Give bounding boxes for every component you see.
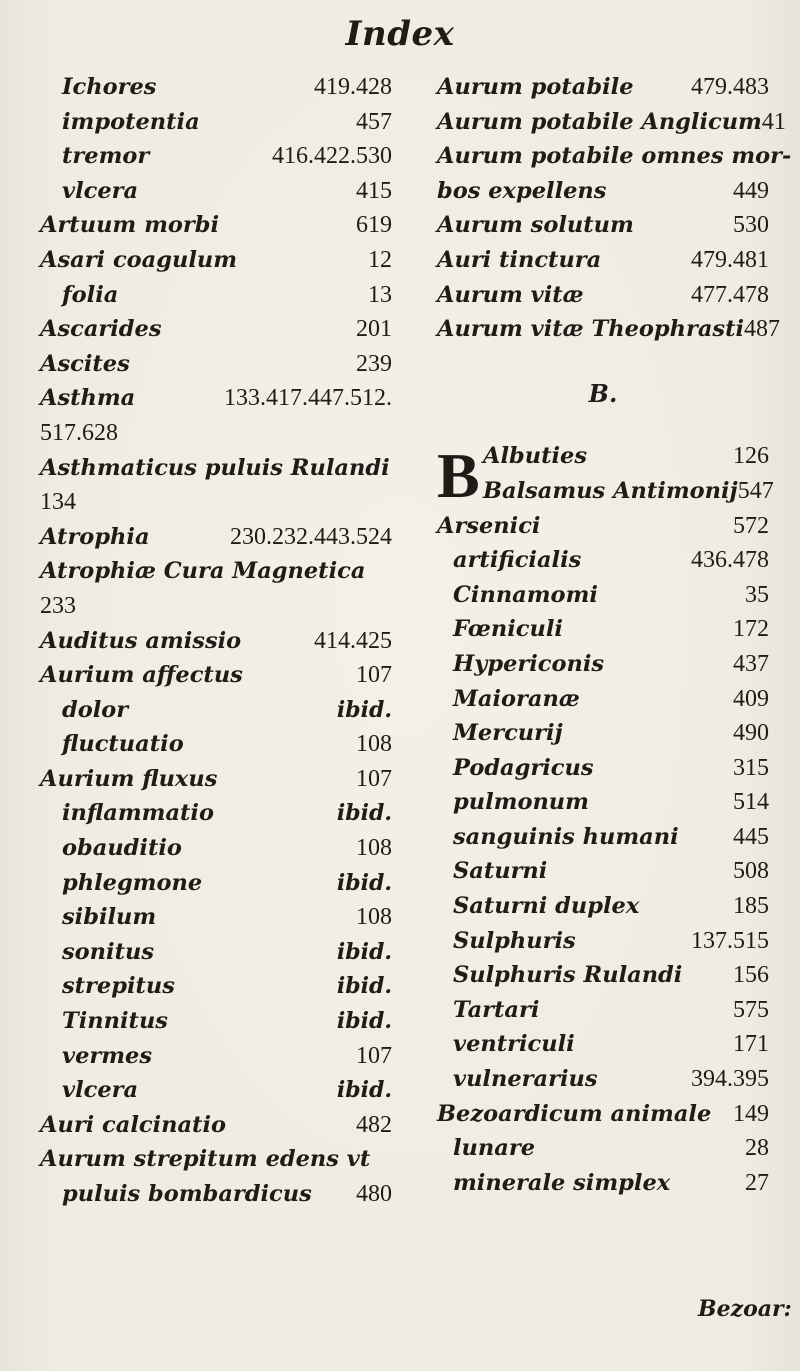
entry-term: sonitus xyxy=(62,938,154,965)
index-entry xyxy=(40,1177,392,1212)
drop-cap: B xyxy=(437,440,480,512)
entry-term: Sulphuris Rulandi xyxy=(453,962,683,989)
entry-page-ref: ibid. xyxy=(336,696,392,723)
index-entry xyxy=(40,866,392,901)
index-entry xyxy=(437,1131,769,1166)
index-entry xyxy=(40,347,392,382)
index-entry xyxy=(437,578,769,613)
entry-page-ref: 394.395 xyxy=(691,1066,769,1093)
catchword: Bezoar: xyxy=(698,1296,792,1322)
entry-page-ref: 108 xyxy=(356,835,392,862)
entry-page-ref: 449 xyxy=(733,177,769,204)
entry-term: minerale simplex xyxy=(453,1169,671,1196)
entry-term: Balsamus Antimonij xyxy=(483,477,738,504)
entry-term: Ascarides xyxy=(40,316,162,343)
entry-term: Auri tinctura xyxy=(437,246,602,273)
entry-continuation: 134 xyxy=(40,489,76,516)
entry-term: Aurum potabile Anglicum xyxy=(437,108,762,135)
index-entry xyxy=(437,682,769,717)
entry-term: Albuties xyxy=(483,443,588,470)
entry-page-ref: 172 xyxy=(733,616,769,643)
entry-term: vulnerarius xyxy=(453,1066,598,1093)
entry-page-ref: 41 xyxy=(761,108,786,135)
index-entry xyxy=(40,658,392,693)
section-heading-b: B. xyxy=(588,378,618,408)
entry-term: Atrophia xyxy=(40,523,150,550)
entry-term: Aurum potabile omnes mor- xyxy=(437,143,792,170)
index-entry xyxy=(40,935,392,970)
entry-term: strepitus xyxy=(62,973,175,1000)
entry-page-ref: 508 xyxy=(733,858,769,885)
entry-page-ref: 437 xyxy=(733,650,769,677)
index-entry xyxy=(437,1062,769,1097)
page-title: Index xyxy=(345,14,455,54)
entry-page-ref: 107 xyxy=(356,1042,392,1069)
entry-page-ref: 230.232.443.524 xyxy=(230,523,392,550)
entry-term: Aurum vitæ Theophrasti xyxy=(437,316,745,343)
index-entry xyxy=(40,1108,392,1143)
entry-page-ref: 419.428 xyxy=(314,74,392,100)
entry-page-ref: 156 xyxy=(733,962,769,989)
entry-term: sanguinis humani xyxy=(453,823,679,850)
entry-continuation: 233 xyxy=(40,592,76,619)
index-entry xyxy=(40,139,392,174)
entry-page-ref: 315 xyxy=(733,754,769,781)
entry-term: obauditio xyxy=(62,835,182,862)
entry-page-ref: ibid. xyxy=(336,1077,392,1104)
index-entry xyxy=(40,1073,392,1108)
entry-term: Aurum strepitum edens vt xyxy=(40,1146,371,1173)
entry-page-ref: 27 xyxy=(745,1169,769,1196)
entry-term: vermes xyxy=(62,1042,153,1069)
entry-page-ref: 619 xyxy=(356,212,392,239)
entry-term: Mercurij xyxy=(453,720,563,747)
index-entry xyxy=(437,889,769,924)
entry-term: Ichores xyxy=(62,74,157,100)
entry-term: vlcera xyxy=(62,1077,139,1104)
entry-term: phlegmone xyxy=(62,869,203,896)
entry-page-ref: ibid. xyxy=(336,973,392,1000)
entry-term: pulmonum xyxy=(453,789,589,816)
index-entry xyxy=(437,785,769,820)
entry-page-ref: 414.425 xyxy=(314,627,392,654)
entry-term: Cinnamomi xyxy=(453,581,598,608)
entry-page-ref: 416.422.530 xyxy=(272,143,392,170)
entry-page-ref: 137.515 xyxy=(691,927,769,954)
entry-term: Asthmaticus puluis Rulandi xyxy=(40,454,390,481)
entry-term: Sulphuris xyxy=(453,927,576,954)
entry-term: fluctuatio xyxy=(62,731,184,758)
entry-term: folia xyxy=(62,281,119,308)
index-entry xyxy=(40,693,392,728)
index-entry xyxy=(40,762,392,797)
entry-page-ref: 12 xyxy=(368,246,392,273)
entry-term: ventriculi xyxy=(453,1031,575,1058)
entry-page-ref: 35 xyxy=(745,581,769,608)
index-entry xyxy=(437,474,774,509)
index-entry xyxy=(437,751,769,786)
entry-page-ref: 572 xyxy=(733,512,769,539)
entry-term: Hypericonis xyxy=(453,650,605,677)
index-entry xyxy=(40,174,392,209)
index-entry xyxy=(437,243,769,278)
aurum-entries xyxy=(437,70,792,347)
index-entry xyxy=(40,70,392,105)
index-entry xyxy=(437,612,769,647)
entry-term: Asthma xyxy=(40,385,136,412)
index-entry xyxy=(40,278,392,313)
entry-term: lunare xyxy=(453,1135,536,1162)
entry-term: Ascites xyxy=(40,350,130,377)
index-entry xyxy=(40,1004,392,1039)
entry-term: Atrophiæ Cura Magnetica xyxy=(40,558,366,585)
index-entry xyxy=(437,1027,769,1062)
entry-term: Maioranæ xyxy=(453,685,580,712)
entry-continuation: 517.628 xyxy=(40,419,118,446)
entry-page-ref: 108 xyxy=(356,731,392,758)
index-entry xyxy=(40,796,392,831)
entry-page-ref: 530 xyxy=(733,212,769,239)
entry-term: Saturni xyxy=(453,858,548,885)
index-entry xyxy=(437,993,769,1028)
entry-term: Fœniculi xyxy=(453,616,563,643)
index-entry xyxy=(40,969,392,1004)
entry-page-ref: 575 xyxy=(733,996,769,1023)
index-entry xyxy=(437,1097,769,1132)
index-entry xyxy=(40,831,392,866)
entry-term: Auri calcinatio xyxy=(40,1111,227,1138)
entry-term: Auditus amissio xyxy=(40,627,242,654)
entry-term: tremor xyxy=(62,143,150,170)
entry-term: puluis bombardicus xyxy=(62,1181,312,1207)
entry-page-ref: 457 xyxy=(356,108,392,135)
entry-page-ref: 126 xyxy=(733,443,769,470)
entry-page-ref: 490 xyxy=(733,720,769,747)
index-entry xyxy=(437,958,769,993)
index-entry xyxy=(40,105,392,140)
entry-page-ref: 480 xyxy=(356,1181,392,1207)
entry-page-ref: 487 xyxy=(744,316,781,343)
index-entry xyxy=(437,174,769,209)
entry-page-ref: 479.483 xyxy=(691,74,769,100)
entry-page-ref: 28 xyxy=(745,1135,769,1162)
entry-term: bos expellens xyxy=(437,177,607,204)
entry-term: Bezoardicum animale xyxy=(437,1100,712,1127)
entry-page-ref: ibid. xyxy=(336,938,392,965)
index-entry xyxy=(40,451,392,486)
index-entry xyxy=(40,381,392,416)
index-entry xyxy=(40,1142,392,1177)
entry-page-ref: 482 xyxy=(356,1111,392,1138)
entry-term: Aurum solutum xyxy=(437,212,634,239)
entry-term: vlcera xyxy=(62,177,139,204)
section-b-entries xyxy=(437,439,774,1200)
entry-page-ref: 13 xyxy=(368,281,392,308)
entry-page-ref: 185 xyxy=(733,893,769,920)
index-entry xyxy=(40,727,392,762)
index-entry xyxy=(437,208,769,243)
entry-term: Aurium fluxus xyxy=(40,765,218,792)
entry-page-ref: 107 xyxy=(356,765,392,792)
index-entry xyxy=(40,208,392,243)
entry-page-ref: 409 xyxy=(733,685,769,712)
right-index-column xyxy=(437,70,792,1200)
index-entry xyxy=(40,1039,392,1074)
index-entry xyxy=(437,509,769,544)
entry-page-ref: 547 xyxy=(737,477,774,504)
entry-term: impotentia xyxy=(62,108,200,135)
entry-page-ref: 479.481 xyxy=(691,246,769,273)
entry-page-ref: 239 xyxy=(356,350,392,377)
entry-page-ref: 201 xyxy=(356,316,392,343)
index-entry xyxy=(40,243,392,278)
index-entry xyxy=(40,520,392,555)
index-entry xyxy=(437,439,769,474)
index-entry xyxy=(437,854,769,889)
entry-term: Asari coagulum xyxy=(40,246,238,273)
entry-term: Tartari xyxy=(453,996,540,1023)
index-entry xyxy=(437,1166,769,1201)
entry-term: Aurum vitæ xyxy=(437,281,584,308)
entry-term: artificialis xyxy=(453,547,582,574)
entry-page-ref: ibid. xyxy=(336,800,392,827)
index-entry xyxy=(40,624,392,659)
entry-page-ref: 477.478 xyxy=(691,281,769,308)
entry-term: inflammatio xyxy=(62,800,214,827)
entry-page-ref: 415 xyxy=(356,177,392,204)
entry-term: sibilum xyxy=(62,904,157,931)
entry-term: Aurium affectus xyxy=(40,662,243,689)
entry-page-ref: 107 xyxy=(356,662,392,689)
index-entry xyxy=(437,716,769,751)
index-entry xyxy=(437,924,769,959)
index-entry xyxy=(437,543,769,578)
entry-page-ref: 171 xyxy=(733,1031,769,1058)
left-index-column xyxy=(40,70,392,1212)
entry-term: Podagricus xyxy=(453,754,594,781)
entry-term: Saturni duplex xyxy=(453,893,640,920)
index-entry xyxy=(40,312,392,347)
index-entry xyxy=(437,278,769,313)
entry-page-ref: ibid. xyxy=(336,869,392,896)
index-entry xyxy=(437,820,769,855)
entry-term: Arsenici xyxy=(437,512,541,539)
index-entry xyxy=(40,900,392,935)
entry-page-ref: 514 xyxy=(733,789,769,816)
entry-page-ref: 149 xyxy=(733,1100,769,1127)
index-entry xyxy=(40,554,392,589)
entry-page-ref: 445 xyxy=(733,823,769,850)
entry-term: Tinnitus xyxy=(62,1008,168,1035)
entry-page-ref: 436.478 xyxy=(691,547,769,574)
entry-term: Aurum potabile xyxy=(437,74,634,100)
index-entry xyxy=(437,70,769,105)
index-entry xyxy=(437,105,786,140)
index-entry xyxy=(437,139,792,174)
entry-term: dolor xyxy=(62,696,129,723)
entry-page-ref: ibid. xyxy=(336,1008,392,1035)
index-entry xyxy=(437,312,781,347)
entry-page-ref: 108 xyxy=(356,904,392,931)
entry-term: Artuum morbi xyxy=(40,212,220,239)
entry-page-ref: 133.417.447.512. xyxy=(224,385,392,412)
index-entry xyxy=(437,647,769,682)
